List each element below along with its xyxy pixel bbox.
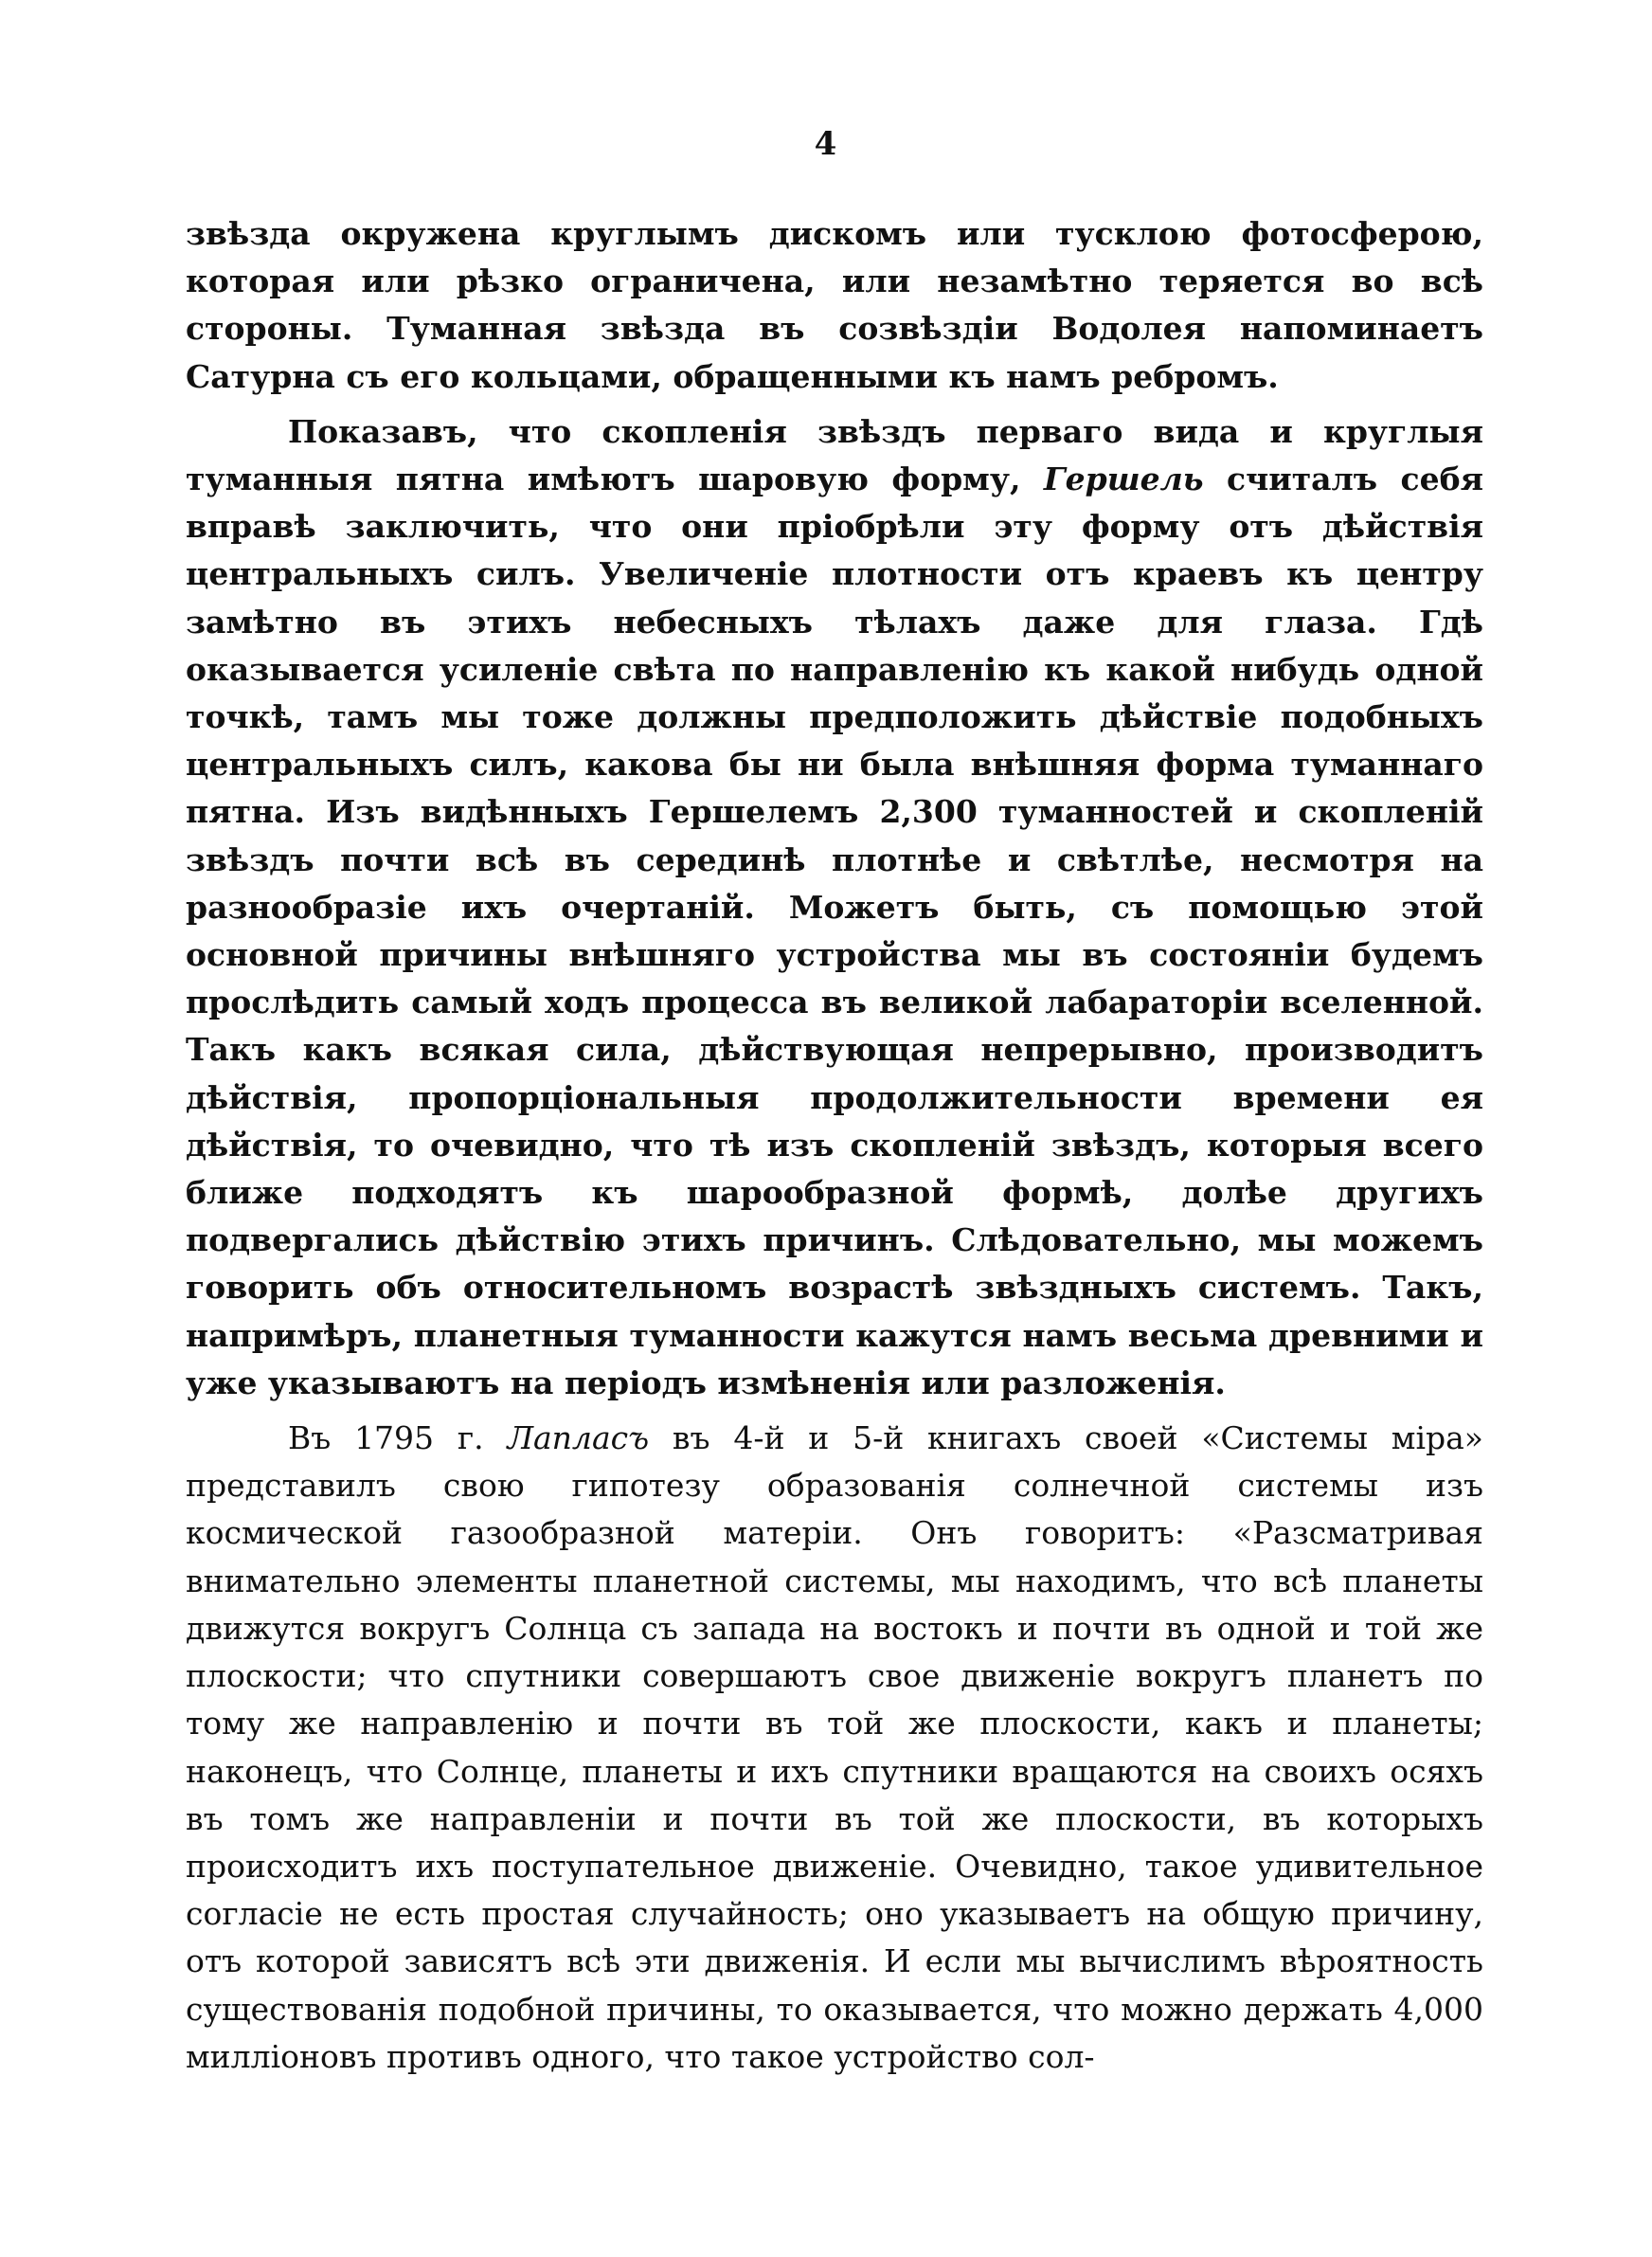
text-segment: въ 4-й и 5-й книгахъ своей «Системы міра» представилъ свою гипотезу образованія солнечной системы изъ космической газообразной матеріи. Онъ говоритъ: «Разсматривая внимательно элементы планетной системы, мы находимъ, что всѣ планеты движутся вокругъ Солнца съ запада на востокъ и почти въ одной и той же плоскости; что спутники совершаютъ свое движеніе вокругъ планетъ по тому же направленію и почти въ той же плоскости, какъ и планеты; наконецъ, что Солнце, планеты и ихъ спутники вращаются на своихъ осяхъ въ томъ же направленіи и почти въ той же плоскости, въ которыхъ происходитъ ихъ поступательное движеніе. Очевидно, такое удивительное согласіе не есть простая случайность; оно указываетъ на общую причину, отъ которой зависятъ всѣ эти движенія. И если мы вычислимъ вѣроятность существованія подобной причины, то оказывается, что можно держать 4,000 милліоновъ противъ одного, что такое устройство сол- bbox=[186, 1419, 1483, 2075]
text-segment: Показавъ, что скопленія звѣздъ перваго вида и круглыя туманныя пятна имѣютъ шаровую форму, bbox=[186, 412, 1483, 498]
body-text bbox=[186, 210, 1483, 2081]
text-segment: звѣзда окружена круглымъ дискомъ или тусклою фотосферою, которая или рѣзко ограничена, или незамѣтно теряется во всѣ стороны. Туманная звѣзда въ созвѣздіи Водолея напоминаетъ Сатурна съ его кольцами, обращенными къ намъ ребромъ. bbox=[186, 215, 1483, 395]
paragraph-herschel bbox=[186, 408, 1483, 1407]
name-laplace: Лапласъ bbox=[507, 1419, 650, 1457]
name-herschel: Гершель bbox=[1043, 460, 1204, 498]
paragraph-nebula-description bbox=[186, 210, 1483, 401]
paragraph-laplace bbox=[186, 1415, 1483, 2081]
text-segment: Въ 1795 г. bbox=[288, 1419, 508, 1457]
text-segment: считалъ себя вправѣ заключить, что они пріобрѣли эту форму отъ дѣйствія центральныхъ силъ. Увеличеніе плотности отъ краевъ къ центру замѣтно въ этихъ небесныхъ тѣлахъ даже для глаза. Гдѣ оказывается усиленіе свѣта по направленію къ какой нибудь одной точкѣ, тамъ мы тоже должны предположить дѣйствіе подобныхъ центральныхъ силъ, какова бы ни была внѣшняя форма туманнаго пятна. Изъ видѣнныхъ Гершелемъ 2,300 туманностей и скопленій звѣздъ почти всѣ въ серединѣ плотнѣе и свѣтлѣе, несмотря на разнообразіе ихъ очертаній. Можетъ быть, съ помощью этой основной причины внѣшняго устройства мы въ состояніи будемъ прослѣдить самый ходъ процесса въ великой лабараторіи вселенной. Такъ какъ всякая сила, дѣйствующая непрерывно, производитъ дѣйствія, пропорціональныя продолжительности времени ея дѣйствія, то очевидно, что тѣ изъ скопленій звѣздъ, которыя всего ближе подходятъ къ шарообразной формѣ, долѣе другихъ подвергались дѣйствію этихъ причинъ. Слѣдовательно, мы можемъ говорить объ относительномъ возрастѣ звѣздныхъ системъ. Такъ, напримѣръ, планетныя туманности кажутся намъ весьма древними и уже указываютъ на періодъ измѣненія или разложенія. bbox=[186, 460, 1483, 1401]
page-number: 4 bbox=[814, 125, 838, 163]
